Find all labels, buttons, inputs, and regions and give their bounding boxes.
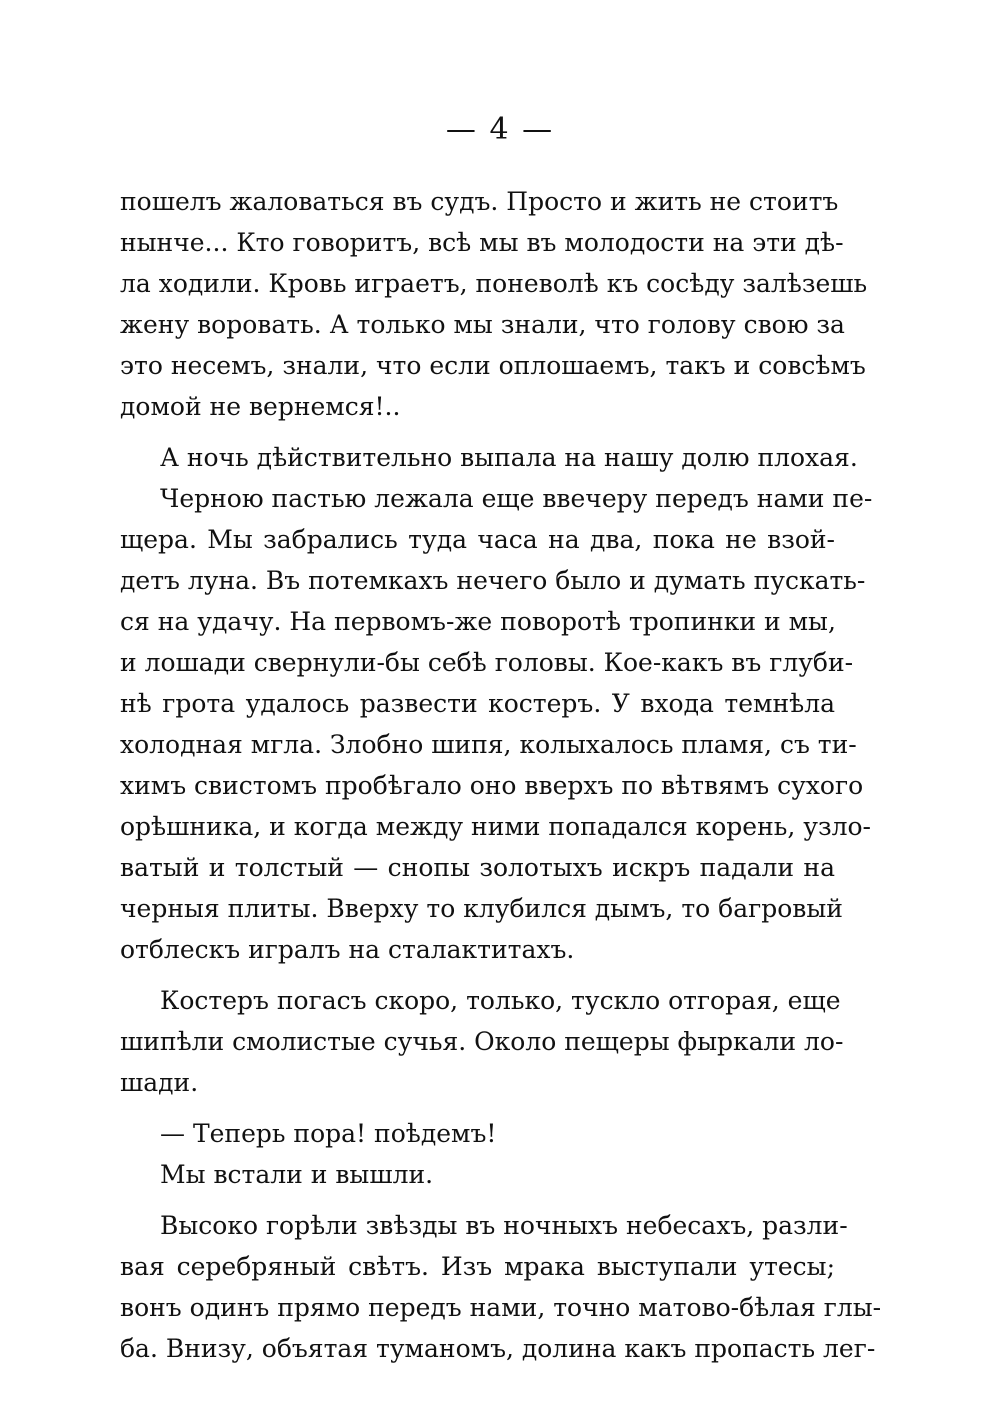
text-line: Костеръ погасъ скоро, только, тускло отгорая, еще [160, 986, 841, 1015]
text-line: нѣ грота удалось развести костеръ. У входа темнѣла [120, 689, 835, 718]
text-line: химъ свистомъ пробѣгало оно вверхъ по вѣтвямъ сухого [120, 771, 864, 800]
text-line: и лошади свернули-бы себѣ головы. Кое-какъ въ глуби- [120, 648, 854, 677]
paragraph [120, 1113, 835, 1154]
text-line: жену воровать. А только мы знали, что голову свою за [120, 310, 845, 339]
text-line: пошелъ жаловаться въ судъ. Просто и жить не стоитъ [120, 187, 839, 216]
text-line: Высоко горѣли звѣзды въ ночныхъ небесахъ, разли- [160, 1211, 848, 1240]
paragraph [120, 181, 868, 427]
text-line: ся на удачу. На первомъ-же поворотѣ тропинки и мы, [120, 607, 836, 636]
text-line: Мы встали и вышли. [160, 1160, 434, 1189]
text-line: Черною пастью лежала еще ввечеру передъ нами пе- [160, 484, 873, 513]
text-line: ба. Внизу, объятая туманомъ, долина какъ пропасть лег- [120, 1334, 876, 1363]
paragraph [120, 1154, 835, 1195]
text-line: щера. Мы забрались туда часа на два, пока не взой- [120, 525, 835, 554]
body-text [120, 181, 882, 1369]
page-number: — 4 — [445, 112, 555, 147]
paragraph [120, 1205, 882, 1369]
text-line: ла ходили. Кровь играетъ, поневолѣ къ сосѣду залѣзешь [120, 269, 868, 298]
text-line: вонъ одинъ прямо передъ нами, точно матово-бѣлая глы- [120, 1293, 882, 1322]
paragraph [120, 437, 858, 478]
text-line: отблескъ игралъ на сталактитахъ. [120, 935, 575, 964]
text-line: А ночь дѣйствительно выпала на нашу долю плохая. [160, 443, 858, 472]
text-line: холодная мгла. Злобно шипя, колыхалось пламя, съ ти- [120, 730, 857, 759]
text-line: шади. [120, 1068, 199, 1097]
paragraph [120, 980, 844, 1103]
text-line: — Теперь пора! поѣдемъ! [160, 1119, 497, 1148]
text-line: домой не вернемся!.. [120, 392, 401, 421]
text-line: это несемъ, знали, что если оплошаемъ, такъ и совсѣмъ [120, 351, 866, 380]
text-line: детъ луна. Въ потемкахъ нечего было и думать пускать- [120, 566, 866, 595]
text-line: шипѣли смолистые сучья. Около пещеры фыркали ло- [120, 1027, 844, 1056]
paragraph [120, 478, 873, 970]
text-line: нынче... Кто говоритъ, всѣ мы въ молодости на эти дѣ- [120, 228, 844, 257]
text-line: орѣшника, и когда между ними попадался корень, узло- [120, 812, 871, 841]
text-line: вая серебряный свѣтъ. Изъ мрака выступали утесы; [120, 1252, 835, 1281]
text-line: ватый и толстый — снопы золотыхъ искръ падали на [120, 853, 835, 882]
text-line: черныя плиты. Вверху то клубился дымъ, то багровый [120, 894, 843, 923]
